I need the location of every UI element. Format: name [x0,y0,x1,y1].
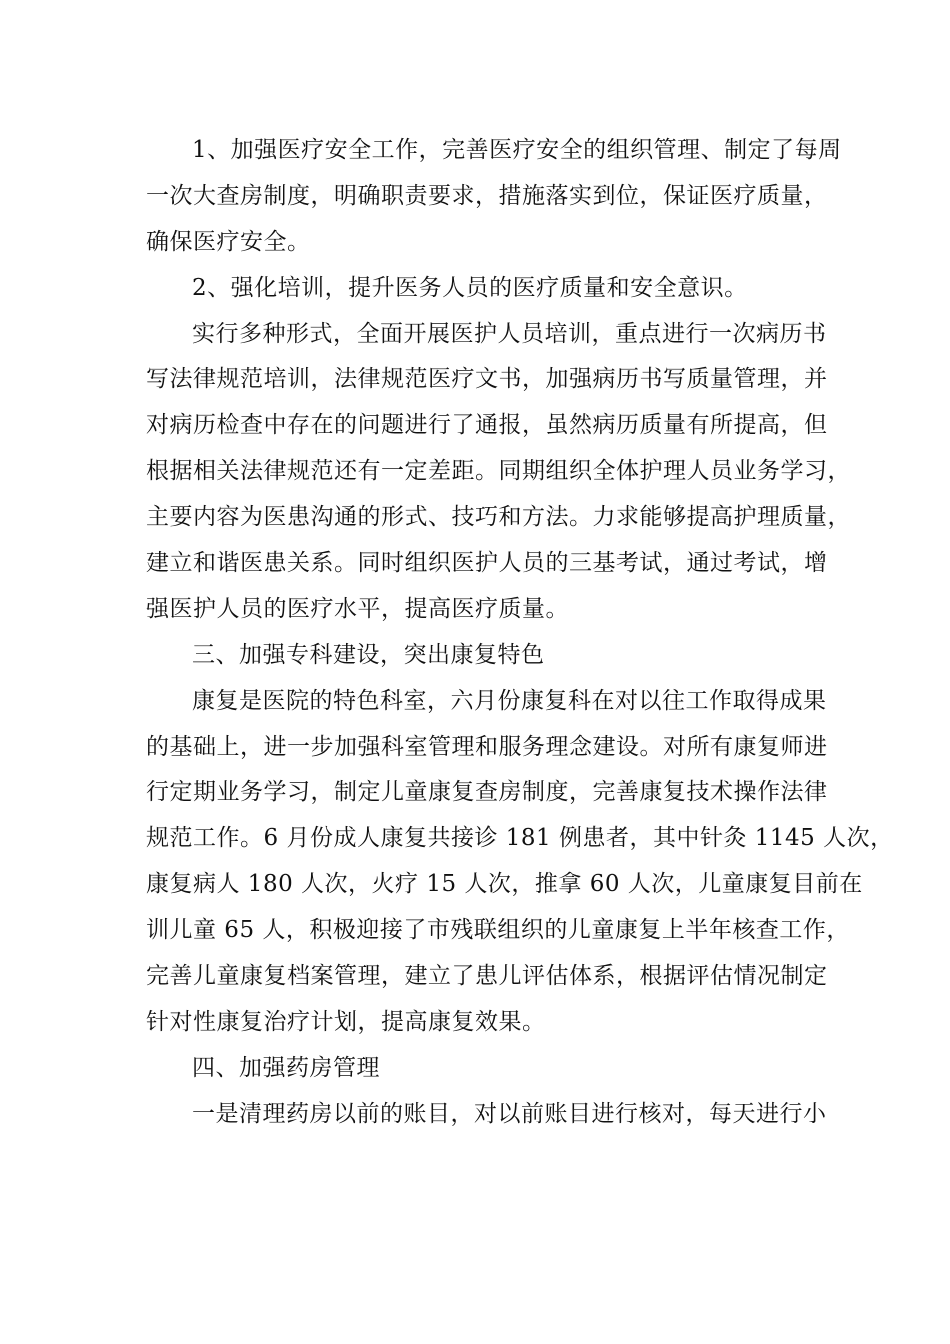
document-body [146,128,894,1138]
document-line: 一是清理药房以前的账目，对以前账目进行核对，每天进行小 [192,1100,827,1127]
document-line: 一次大查房制度，明确职责要求，措施落实到位，保证医疗质量， [146,182,828,209]
document-line: 康复病人 180 人次，火疗 15 人次，推拿 60 人次，儿童康复目前在 [146,871,863,898]
document-line: 对病历检查中存在的问题进行了通报，虽然病历质量有所提高，但 [146,412,828,439]
document-line: 行定期业务学习，制定儿童康复查房制度，完善康复技术操作法律 [146,779,828,806]
document-line: 写法律规范培训，法律规范医疗文书，加强病历书写质量管理，并 [146,366,828,393]
document-line: 完善儿童康复档案管理，建立了患儿评估体系，根据评估情况制定 [146,963,828,990]
document-line: 强医护人员的医疗水平，提高医疗质量。 [146,595,569,622]
document-line: 建立和谐医患关系。同时组织医护人员的三基考试，通过考试，增 [146,550,828,577]
document-line: 确保医疗安全。 [146,228,311,255]
document-line: 根据相关法律规范还有一定差距。同期组织全体护理人员业务学习， [146,458,851,485]
document-line: 主要内容为医患沟通的形式、技巧和方法。力求能够提高护理质量， [146,504,851,531]
document-line: 三、加强专科建设，突出康复特色 [192,641,545,668]
document-line: 康复是医院的特色科室，六月份康复科在对以往工作取得成果 [192,687,827,714]
document-line: 的基础上，进一步加强科室管理和服务理念建设。对所有康复师进 [146,733,828,760]
document-line: 2、强化培训，提升医务人员的医疗质量和安全意识。 [192,274,748,301]
document-line: 训儿童 65 人，积极迎接了市残联组织的儿童康复上半年核查工作， [146,917,850,944]
document-line: 实行多种形式，全面开展医护人员培训，重点进行一次病历书 [192,320,827,347]
document-line: 规范工作。6 月份成人康复共接诊 181 例患者，其中针灸 1145 人次， [146,825,894,852]
document-line: 1、加强医疗安全工作，完善医疗安全的组织管理、制定了每周 [192,137,842,163]
document-line: 四、加强药房管理 [192,1054,380,1081]
document-line: 针对性康复治疗计划，提高康复效果。 [146,1008,546,1035]
